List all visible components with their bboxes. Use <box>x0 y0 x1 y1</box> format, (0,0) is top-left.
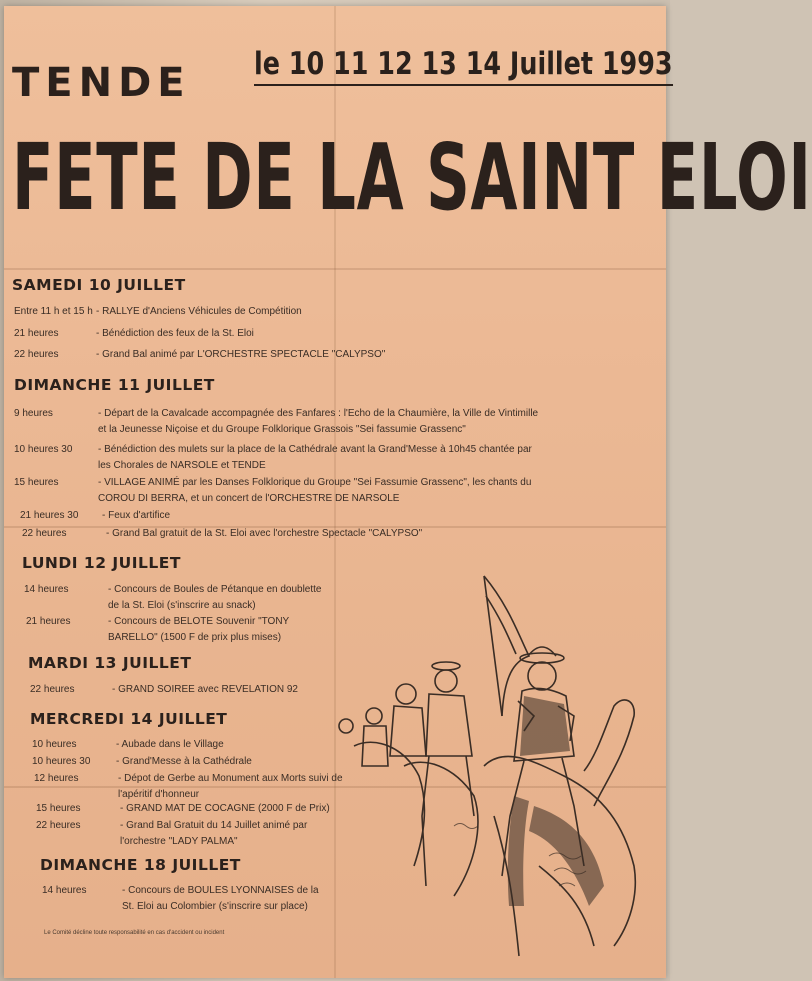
event-time: 10 heures 30 <box>14 444 73 455</box>
event-description: - Grand'Messe à la Cathédrale <box>116 756 252 767</box>
event-time: 15 heures <box>14 477 59 488</box>
event-time: 9 heures <box>14 408 53 419</box>
event-description: - Concours de BOULES LYONNAISES de la St. Eloi au Colombier (s'inscrire sur place) <box>122 885 319 912</box>
event-description: - GRAND MAT DE COCAGNE (2000 F de Prix) <box>120 803 330 814</box>
event-description: - Feux d'artifice <box>102 510 171 521</box>
day-heading: LUNDI 12 JUILLET <box>22 554 181 572</box>
event-time: 22 heures <box>14 349 59 360</box>
event-description: - Bénédiction des mulets sur la place de la Cathédrale avant la Grand'Messe à 10h45 chantée par les Chorales de NARSOLE et TENDE <box>98 444 532 471</box>
event-time: 10 heures <box>32 739 77 750</box>
event-time: 21 heures <box>26 616 71 627</box>
event-time: 21 heures <box>14 328 59 339</box>
event-time: Entre 11 h et 15 h <box>14 306 93 317</box>
event-description: - Dépot de Gerbe au Monument aux Morts suivi de l'apéritif d'honneur <box>118 773 343 800</box>
town-name: TENDE <box>12 60 191 106</box>
day-heading: DIMANCHE 18 JUILLET <box>40 856 241 874</box>
event-description: - Grand Bal gratuit de la St. Eloi avec l'orchestre Spectacle "CALYPSO" <box>106 528 423 539</box>
event-time: 21 heures 30 <box>20 510 79 521</box>
cavalcade-illustration <box>334 566 664 966</box>
event-description: - Départ de la Cavalcade accompagnée des Fanfares : l'Echo de la Chaumière, la Ville de Vintimille et la Jeunesse Niçoise et du Groupe Folklorique Grassois "Sei fassumie Grassenc" <box>98 408 539 435</box>
event-description: - Grand Bal Gratuit du 14 Juillet animé par l'orchestre "LADY PALMA" <box>120 820 308 847</box>
day-heading: SAMEDI 10 JUILLET <box>12 276 186 294</box>
event-time: 14 heures <box>42 885 87 896</box>
event-time: 10 heures 30 <box>32 756 91 767</box>
event-time: 14 heures <box>24 584 69 595</box>
footnote: Le Comité décline toute responsabilité en cas d'accident ou incident <box>44 930 225 936</box>
event-description: - RALLYE d'Anciens Véhicules de Compétition <box>96 306 302 317</box>
event-description: - GRAND SOIREE avec REVELATION 92 <box>112 684 298 695</box>
event-time: 22 heures <box>22 528 67 539</box>
event-description: - Bénédiction des feux de la St. Eloi <box>96 328 254 339</box>
day-heading: MARDI 13 JUILLET <box>28 654 192 672</box>
poster-title: FETE DE LA SAINT ELOI <box>12 124 812 231</box>
event-description: - Grand Bal animé par L'ORCHESTRE SPECTACLE "CALYPSO" <box>96 349 386 360</box>
poster <box>4 6 812 978</box>
event-time: 12 heures <box>34 773 79 784</box>
event-description: - Concours de Boules de Pétanque en doublette de la St. Eloi (s'inscrire au snack) <box>108 584 322 611</box>
event-time: 22 heures <box>30 684 75 695</box>
event-description: - Concours de BELOTE Souvenir "TONY BARELLO" (1500 F de prix plus mises) <box>108 616 290 643</box>
event-time: 22 heures <box>36 820 81 831</box>
event-description: - Aubade dans le Village <box>116 739 224 750</box>
day-heading: DIMANCHE 11 JUILLET <box>14 376 215 394</box>
event-description: - VILLAGE ANIMÉ par les Danses Folklorique du Groupe "Sei Fassumie Grassenc", les chants du COROU DI BERRA, et un concert de l'ORCHESTRE DE NARSOLE <box>98 477 532 504</box>
event-time: 15 heures <box>36 803 81 814</box>
event-dates: le 10 11 12 13 14 Juillet 1993 <box>254 46 673 86</box>
day-heading: MERCREDI 14 JUILLET <box>30 710 228 728</box>
